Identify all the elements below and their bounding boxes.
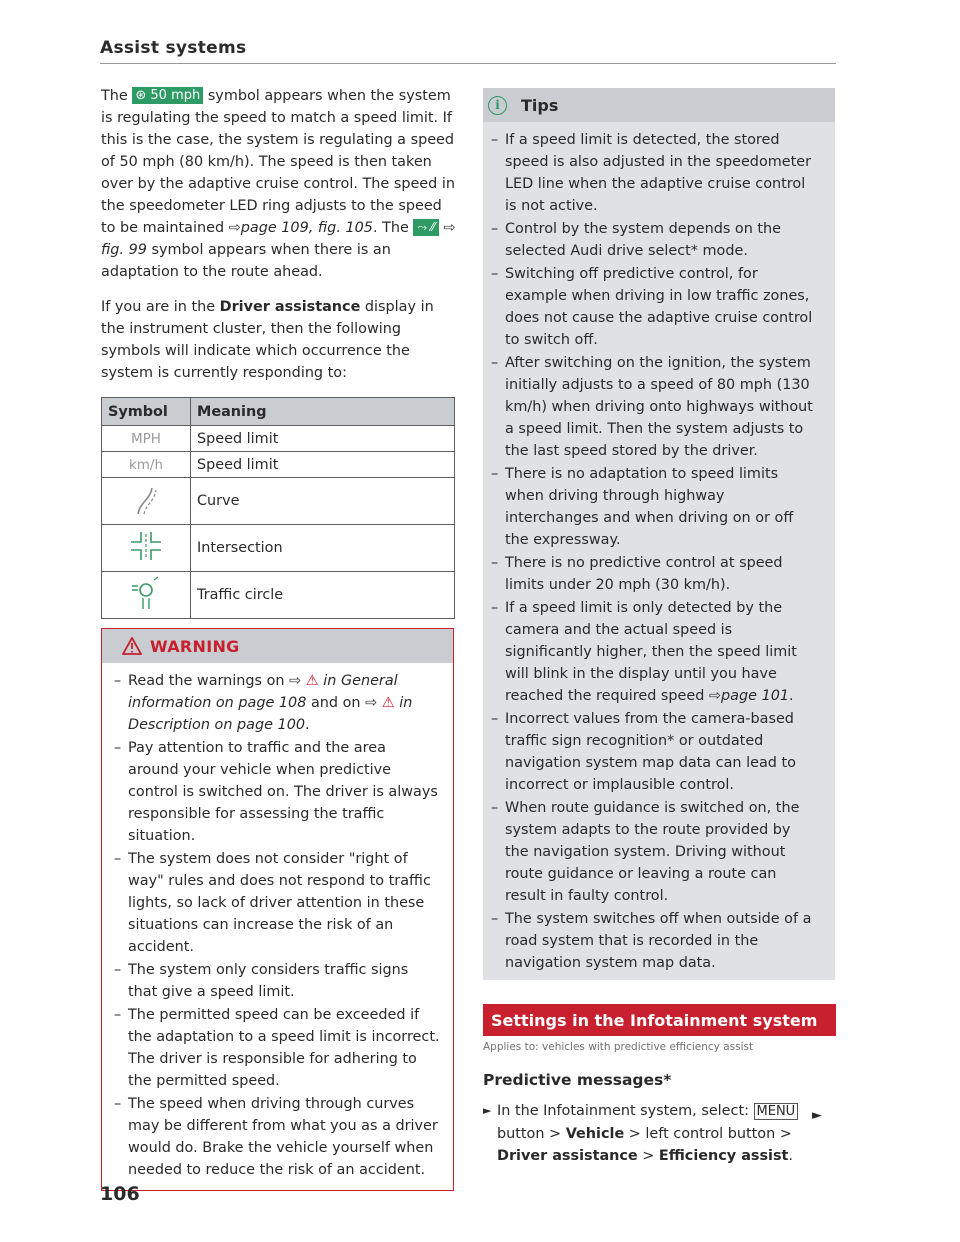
tips-list — [491, 129, 817, 974]
figure-reference[interactable]: fig. 99 — [101, 242, 147, 258]
applies-to-note: Applies to: vehicles with predictive efficiency assist — [483, 1041, 754, 1053]
reference-arrow-icon: ⇨ — [365, 695, 378, 711]
settings-section-banner: Settings in the Infotainment system — [483, 1004, 836, 1036]
warning-header — [102, 629, 453, 663]
warning-triangle-icon — [122, 637, 142, 655]
reference-arrow-icon: ⇨ — [708, 688, 722, 704]
list-item: – The speed when driving through curves may be different from what you as a driver would do. Brake the vehicle yourself when needed to reduce the risk of an accident. — [114, 1093, 441, 1181]
table-header-row — [102, 398, 455, 426]
list-item: – There is no predictive control at speed limits under 20 mph (30 km/h). — [491, 552, 817, 596]
right-column — [483, 88, 836, 1167]
table-cell-meaning: Intersection — [191, 525, 455, 572]
table-row — [102, 452, 455, 478]
list-item: – Read the warnings on ⇨ ⚠ in General information on page 108 and on ⇨ ⚠ in Description on page 100. — [114, 670, 441, 736]
column-header-meaning: Meaning — [191, 398, 455, 426]
column-header-symbol: Symbol — [102, 398, 191, 426]
speed-limit-symbol: ⊛ 50 mph — [132, 87, 203, 104]
list-item: – Pay attention to traffic and the area around your vehicle when predictive control is switched on. The driver is always responsible for assessing the traffic situation. — [114, 737, 441, 847]
curve-icon — [132, 482, 160, 516]
predictive-messages-heading: Predictive messages* — [483, 1071, 672, 1089]
left-column — [101, 85, 457, 1191]
table-row — [102, 426, 455, 452]
tips-header — [483, 88, 835, 122]
sensor-icon: ⊛ — [135, 88, 147, 103]
list-item: – There is no adaptation to speed limits when driving through highway interchanges and when driving on or off the expressway. — [491, 463, 817, 551]
list-item: – The system does not consider "right of way" rules and does not respond to traffic lights, so lack of driver attention in these situations can increase the risk of an accident. — [114, 848, 441, 958]
symbol-table — [101, 397, 455, 619]
warning-small-icon: ⚠ — [381, 695, 395, 711]
list-item: – The system switches off when outside of a road system that is recorded in the navigation system map data. — [491, 908, 817, 974]
table-row — [102, 525, 455, 572]
step-triangle-icon: ► — [483, 1104, 492, 1117]
table-cell-meaning: Speed limit — [191, 426, 455, 452]
list-item: – Switching off predictive control, for example when driving in low traffic zones, does not cause the adaptive cruise control to switch off. — [491, 263, 817, 351]
page-section-title: Assist systems — [100, 38, 247, 58]
list-item: – Incorrect values from the camera-based traffic sign recognition* or outdated navigation system map data can lead to incorrect or implausible control. — [491, 708, 817, 796]
page-reference[interactable]: in General information on page 108 — [128, 673, 398, 711]
instruction-step: ► In the Infotainment system, select: MENU button > Vehicle > left control button > Driver assistance > Efficiency assist. — [483, 1100, 836, 1167]
warning-title: WARNING — [150, 636, 240, 656]
continue-arrow-icon: ► — [812, 1108, 822, 1123]
reference-arrow-icon: ⇨ — [228, 220, 241, 236]
table-row — [102, 478, 455, 525]
reference-arrow-icon: ⇨ — [289, 673, 302, 689]
table-cell-meaning: Curve — [191, 478, 455, 525]
page-reference[interactable]: in Description on page 100 — [128, 695, 413, 733]
list-item: – The system only considers traffic signs that give a speed limit. — [114, 959, 441, 1003]
table-cell-meaning: Traffic circle — [191, 572, 455, 619]
tips-title: Tips — [521, 95, 559, 115]
page-reference[interactable]: page 101 — [721, 688, 790, 704]
menu-button-label: MENU — [754, 1103, 799, 1120]
list-item: – When route guidance is switched on, the system adapts to the route provided by the navigation system. Driving without route guidance or leaving a route can result in faulty control. — [491, 797, 817, 907]
mph-symbol: MPH — [102, 426, 191, 452]
intersection-icon — [128, 530, 164, 562]
intro-paragraph-2: If you are in the Driver assistance display in the instrument cluster, then the following symbols will indicate which occurrence the system is currently responding to: — [101, 299, 434, 381]
header-rule — [100, 63, 836, 64]
table-row — [102, 572, 455, 619]
list-item: – The permitted speed can be exceeded if the adaptation to a speed limit is incorrect. The driver is responsible for adhering to the permitted speed. — [114, 1004, 441, 1092]
info-icon: i — [488, 96, 507, 115]
warning-box — [101, 628, 454, 1191]
intro-paragraph-1: The ⊛ 50 mph symbol appears when the system is regulating the speed to match a speed limit. If this is the case, the system is regulating a speed of 50 mph (80 km/h). The speed is then taken over by the adaptive cruise control. The speed in the speedometer LED ring adjusts to the speed to be maintained ⇨page 109, fig. 105. The ⤳ ⁄⁄ ⇨ fig. 99 symbol appears when there is an adaptation to the route ahead. — [101, 88, 456, 280]
page-reference[interactable]: page 109, fig. 105 — [240, 220, 373, 236]
kmh-symbol: km/h — [102, 452, 191, 478]
reference-arrow-icon: ⇨ — [443, 220, 456, 236]
list-item: – After switching on the ignition, the system initially adjusts to a speed of 80 mph (130 km/h) when driving onto highways without a speed limit. Then the system adjusts to the last speed stored by the driver. — [491, 352, 817, 462]
page-number: 106 — [100, 1183, 140, 1205]
list-item: – If a speed limit is detected, the stored speed is also adjusted in the speedometer LED line when the adaptive cruise control is not active. — [491, 129, 817, 217]
table-cell-meaning: Speed limit — [191, 452, 455, 478]
traffic-circle-icon — [128, 576, 164, 610]
list-item: – If a speed limit is only detected by the camera and the actual speed is significantly higher, then the speed limit will blink in the display until you have reached the required speed ⇨page 101. — [491, 597, 817, 707]
tips-box — [483, 88, 835, 980]
list-item: – Control by the system depends on the selected Audi drive select* mode. — [491, 218, 817, 262]
route-adaptation-symbol: ⤳ ⁄⁄ — [413, 219, 438, 236]
warning-list — [114, 670, 441, 1181]
warning-small-icon: ⚠ — [305, 673, 319, 689]
